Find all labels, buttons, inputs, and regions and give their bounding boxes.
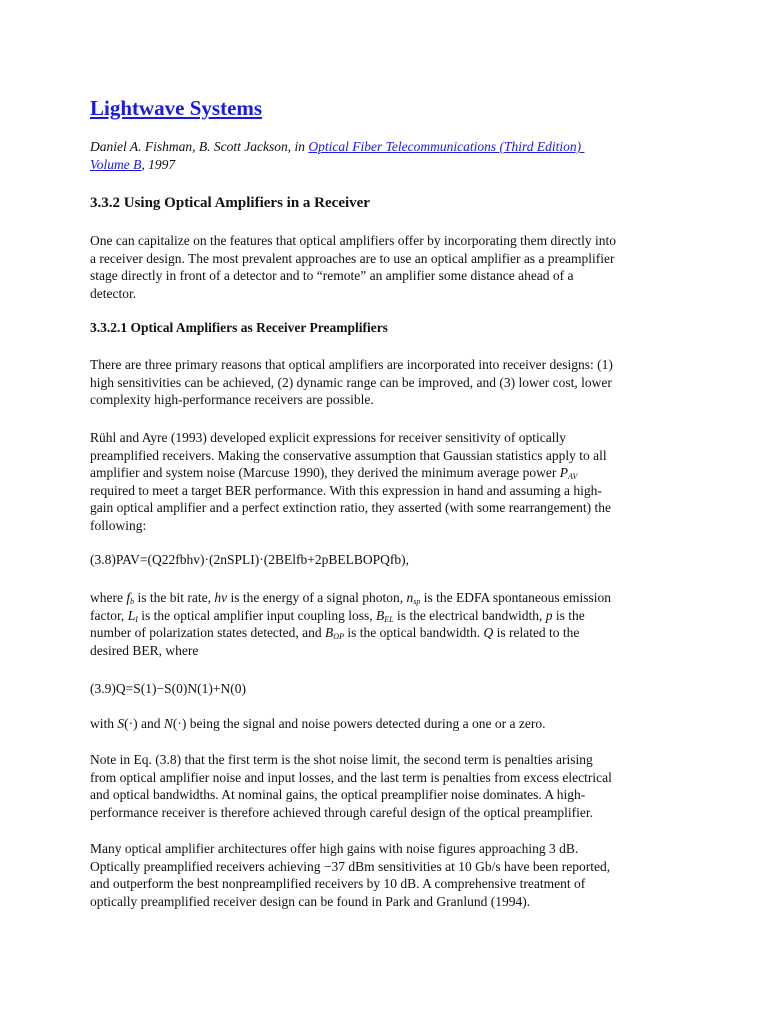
var-p: p	[545, 607, 553, 623]
var-B-el: B	[375, 607, 385, 623]
signal-noise-paragraph	[90, 715, 680, 733]
text-run: where	[90, 590, 127, 605]
noise-terms-paragraph	[90, 751, 680, 821]
power-symbol: P	[559, 465, 568, 481]
text-line	[90, 624, 680, 642]
var-N: N	[163, 716, 173, 731]
text-line: and optical bandwidths. At nominal gains, the optical preamplifier noise dominates. A high-	[90, 787, 586, 803]
byline	[90, 138, 670, 174]
text-line: stage directly in front of a detector and to “remote” an amplifier some distance ahead of a	[90, 268, 574, 284]
text-run: is the EDFA spontaneous emission	[420, 590, 611, 605]
var-B-op: B	[325, 625, 334, 641]
section-heading: 3.3.2 Using Optical Amplifiers in a Receiver	[90, 195, 370, 211]
equation-3-9: (3.9)Q=S(1)−S(0)N(1)+N(0)	[90, 681, 246, 696]
text-run: (·) and	[124, 716, 164, 731]
text-line: desired BER, where	[90, 642, 199, 658]
var-f: f	[126, 590, 131, 605]
text-line: Rühl and Ayre (1993) developed explicit expressions for receiver sensitivity of optically	[90, 430, 567, 445]
text-run: is the electrical bandwidth,	[393, 607, 546, 623]
var-subscript: b	[130, 597, 135, 606]
text-line: required to meet a target BER performance. With this expression in hand and assuming a high-	[90, 482, 602, 498]
text-line: Many optical amplifier architectures offer high gains with noise figures approaching 3 dB.	[90, 841, 579, 856]
authors: Daniel A. Fishman, B. Scott Jackson, in	[90, 139, 309, 154]
text-run: is the	[552, 607, 585, 623]
var-L: L	[127, 607, 136, 623]
text-line	[90, 715, 680, 733]
text-run: is the optical bandwidth.	[343, 625, 484, 641]
text-run: is the optical amplifier input coupling loss,	[137, 607, 376, 623]
text-line: following:	[90, 517, 147, 533]
text-line	[90, 607, 680, 625]
var-subscript: OP	[333, 632, 344, 642]
text-line: There are three primary reasons that optical amplifiers are incorporated into receiver designs: (1)	[90, 357, 613, 372]
text-line: Note in Eq. (3.8) that the first term is the shot noise limit, the second term is penalties arising	[90, 752, 593, 767]
text-line: a receiver design. The most prevalent approaches are to use an optical amplifier as a preamplifier	[90, 250, 615, 266]
text-line	[90, 464, 680, 482]
text-line: gain optical amplifier and a perfect extinction ratio, they asserted (with some rearrangement) the	[90, 500, 612, 516]
text-run: factor,	[90, 607, 128, 623]
var-hv: hv	[214, 590, 228, 605]
text-line	[90, 589, 680, 607]
var-subscript: EL	[384, 614, 394, 624]
text-run: is the energy of a signal photon,	[227, 590, 407, 605]
text-line: One can capitalize on the features that optical amplifiers offer by incorporating them directly into	[90, 233, 617, 248]
intro-paragraph	[90, 232, 680, 302]
var-S: S	[117, 716, 125, 731]
article-title-link[interactable]: Lightwave Systems	[90, 96, 263, 120]
text-line: detector.	[90, 285, 137, 301]
text-run: amplifier and system noise (Marcuse 1990), they derived the minimum average power	[90, 465, 560, 481]
power-subscript: AV	[567, 472, 578, 482]
var-subscript: I	[135, 614, 138, 624]
publication-year: , 1997	[141, 157, 176, 172]
variable-definitions-paragraph	[90, 589, 680, 659]
text-run: with	[90, 716, 118, 731]
text-line: and outperform the best nonpreamplified receivers by 10 dB. A comprehensive treatment of	[90, 876, 586, 892]
text-line: from optical amplifier noise and input losses, and the last term is penalties from excess electrical	[90, 769, 612, 785]
architectures-paragraph	[90, 840, 680, 910]
book-title[interactable]: Optical Fiber Telecommunications (Third Edition)	[308, 139, 582, 154]
sensitivity-paragraph	[90, 429, 680, 535]
equation-3-8: (3.8)PAV=(Q22fbhv)·(2nSPLI)·(2BElfb+2pBELBOPQfb),	[90, 552, 409, 567]
var-subscript: sp	[413, 597, 421, 606]
subsection-heading: 3.3.2.1 Optical Amplifiers as Receiver Preamplifiers	[90, 320, 388, 335]
text-run: is related to the	[493, 625, 580, 641]
var-n: n	[406, 590, 414, 605]
var-Q: Q	[483, 625, 494, 641]
text-line: optically preamplified receiver design can be found in Park and Granlund (1994).	[90, 893, 531, 909]
text-run: number of polarization states detected, and	[90, 625, 326, 641]
text-run: is the bit rate,	[134, 590, 215, 605]
reasons-paragraph	[90, 356, 680, 409]
text-line: Optically preamplified receivers achieving −37 dBm sensitivities at 10 Gb/s have been reported,	[90, 858, 611, 874]
text-run: (·) being the signal and noise powers detected during a one or a zero.	[172, 716, 546, 731]
text-line: high sensitivities can be achieved, (2) dynamic range can be improved, and (3) lower cost, lower	[90, 374, 612, 390]
text-line: complexity high-performance receivers are possible.	[90, 392, 374, 408]
text-line: preamplified receivers. Making the conservative assumption that Gaussian statistics apply to all	[90, 447, 607, 463]
text-line: performance receiver is therefore achieved through careful design of the optical preamplifier.	[90, 804, 594, 820]
book-volume[interactable]: Volume B	[90, 157, 142, 172]
